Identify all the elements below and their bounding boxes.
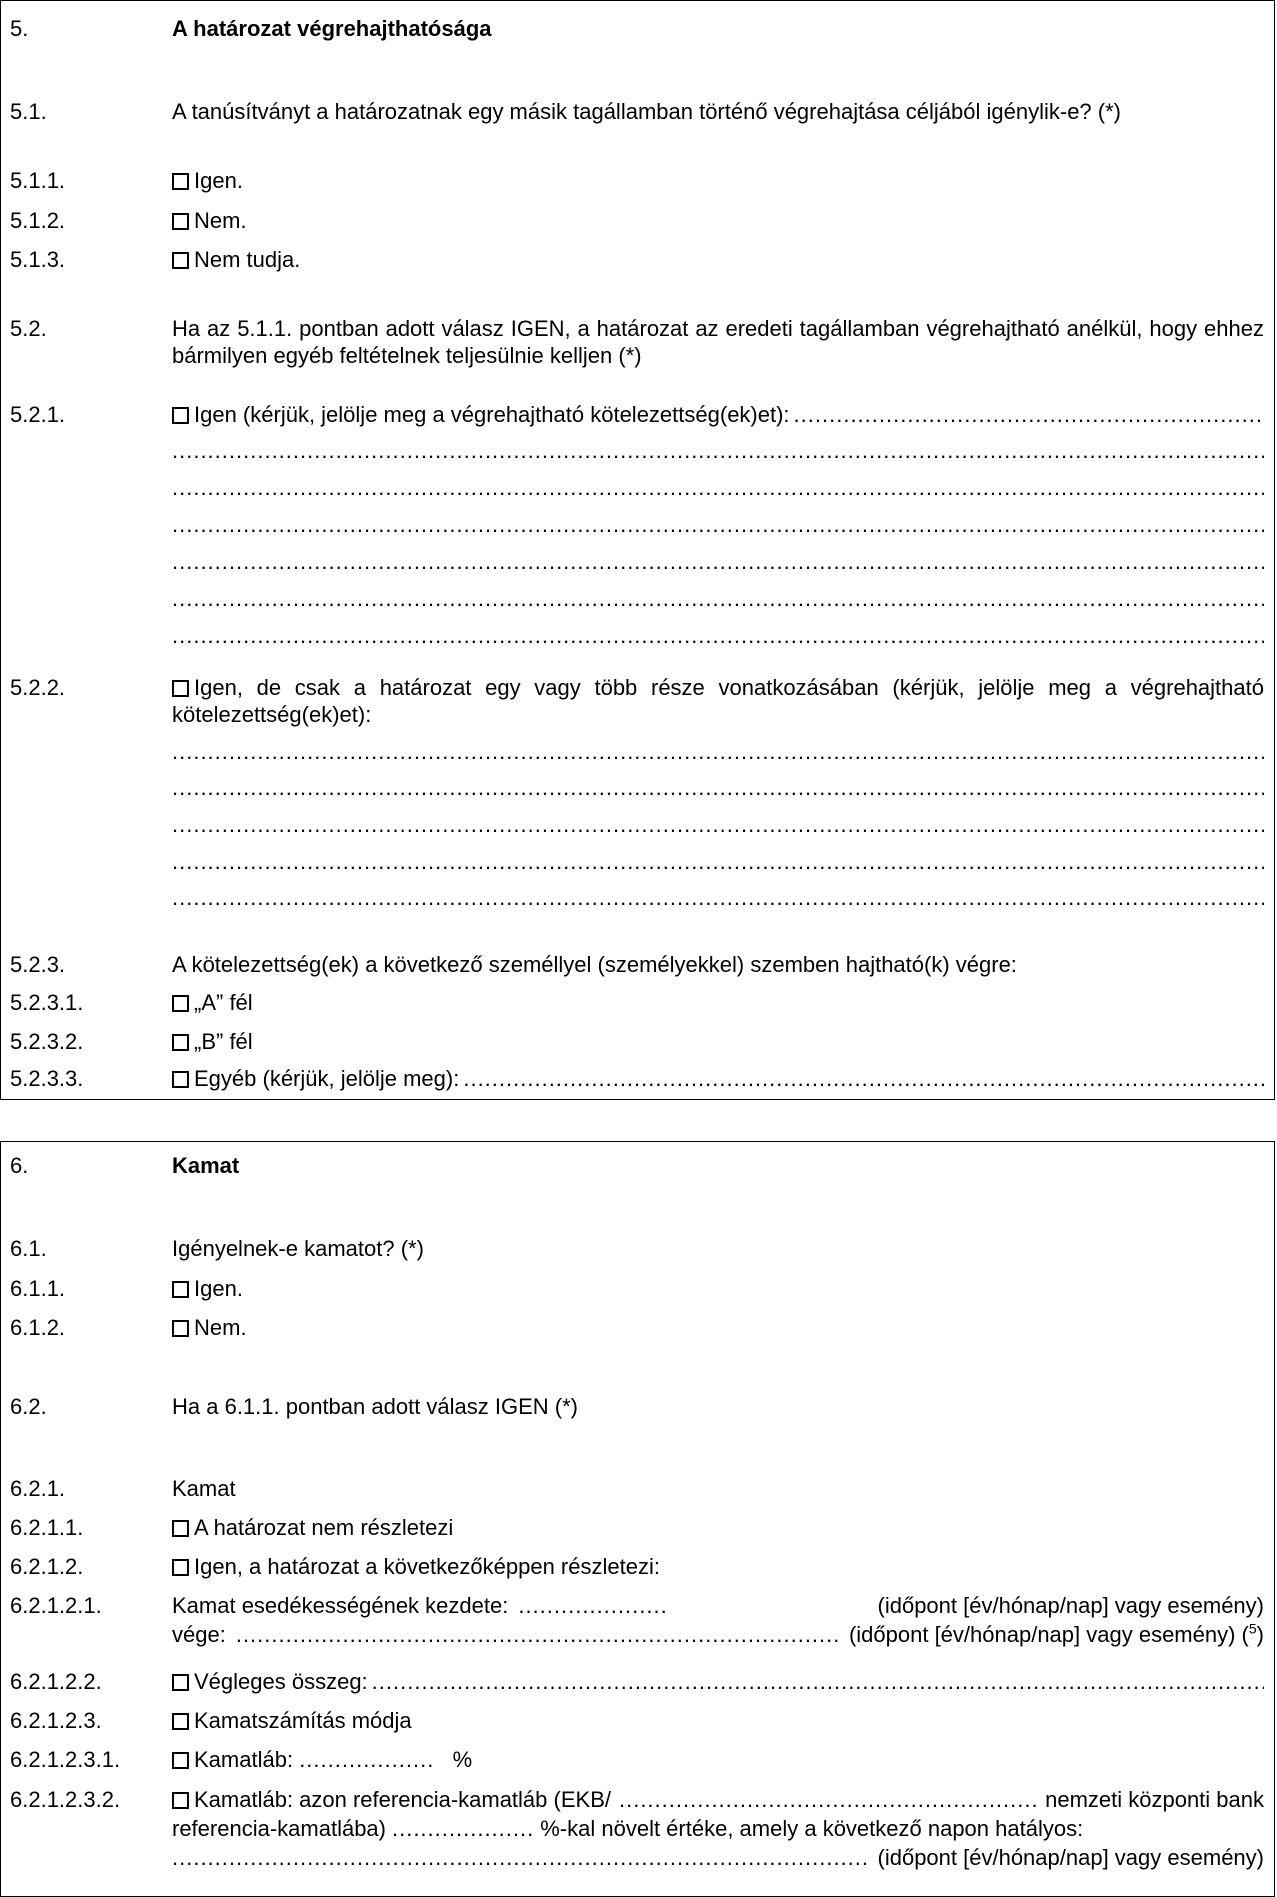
closing-paren: ) <box>1256 1622 1264 1647</box>
reference-bank-field[interactable] <box>619 1786 1037 1813</box>
date-or-event-hint: (időpont [év/hónap/nap] vagy esemény) <box>877 1845 1264 1870</box>
checkbox-final-amount[interactable] <box>172 1674 189 1691</box>
checkbox-rate[interactable] <box>172 1752 189 1769</box>
item-number: 5.1.1. <box>10 168 66 193</box>
section-6-box <box>0 1141 1275 1897</box>
fill-in-line[interactable] <box>172 811 1264 838</box>
checkbox-nem-tudja[interactable] <box>172 252 189 269</box>
option-label-cont: nemzeti központi bank <box>1045 1787 1264 1812</box>
checkbox-igen[interactable] <box>172 1281 189 1298</box>
checkbox-nem[interactable] <box>172 1320 189 1337</box>
question-text: Kamat <box>172 1476 236 1501</box>
section-number: 5. <box>10 16 29 41</box>
section-number: 6. <box>10 1153 29 1178</box>
fill-in-line[interactable] <box>172 511 1264 538</box>
checkbox-party-b[interactable] <box>172 1034 189 1051</box>
interest-start-label: Kamat esedékességének kezdete: <box>172 1593 509 1618</box>
fill-in-line[interactable] <box>172 884 1264 911</box>
option-label: Végleges összeg: <box>194 1669 368 1694</box>
option-label: Nem. <box>194 1315 247 1340</box>
option-label: A határozat nem részletezi <box>194 1515 454 1540</box>
item-number: 6.1. <box>10 1236 47 1261</box>
item-number: 6.2.1.2.3.2. <box>10 1787 121 1812</box>
section-title: Kamat <box>172 1153 240 1178</box>
item-number: 5.2. <box>10 316 47 341</box>
section-title: A határozat végrehajthatósága <box>172 16 492 41</box>
footnote-ref: 5 <box>1248 1620 1257 1637</box>
rate-field[interactable]: ................... <box>299 1747 435 1772</box>
fill-in-line[interactable] <box>172 738 1264 765</box>
checkbox-igen-full[interactable] <box>172 407 189 424</box>
question-text: A kötelezettség(ek) a következő személlyel (személyekkel) szemben hajtható(k) végre: <box>172 952 1017 977</box>
item-number: 6.2.1.1. <box>10 1515 84 1540</box>
fill-in-line[interactable] <box>172 622 1264 649</box>
fill-in-line[interactable] <box>172 474 1264 501</box>
checkbox-party-a[interactable] <box>172 995 189 1012</box>
fill-in-line[interactable] <box>172 585 1264 612</box>
question-text: Ha az 5.1.1. pontban adott válasz IGEN, a határozat az eredeti tagállamban végrehajtható anélkül, hogy ehhez bármilyen egyéb feltételnek teljesülnie kelljen (*) <box>172 316 1264 368</box>
item-number: 6.2.1.2. <box>10 1554 84 1579</box>
item-number: 5.2.2. <box>10 675 66 700</box>
fill-in-line[interactable] <box>172 774 1264 801</box>
interest-start-field[interactable]: ..................... <box>518 1593 668 1618</box>
option-label: Kamatszámítás módja <box>194 1708 412 1733</box>
checkbox-calc-method[interactable] <box>172 1713 189 1730</box>
date-or-event-hint: (időpont [év/hónap/nap] vagy esemény) <box>877 1593 1264 1618</box>
option-label-cont: referencia-kamatlába) <box>172 1816 386 1841</box>
item-number: 5.2.3.3. <box>10 1066 84 1091</box>
checkbox-igen[interactable] <box>172 173 189 190</box>
option-label: Kamatláb: <box>194 1747 294 1772</box>
interest-end-field[interactable] <box>236 1621 839 1648</box>
fill-in-line[interactable] <box>172 548 1264 575</box>
fill-in-line[interactable] <box>794 401 1264 428</box>
fill-in-line[interactable] <box>172 437 1264 464</box>
item-number: 6.2.1.2.1. <box>10 1593 102 1618</box>
final-amount-field[interactable] <box>372 1668 1264 1695</box>
checkbox-reference-rate[interactable] <box>172 1792 189 1809</box>
rate-increase-field[interactable]: .................... <box>391 1816 535 1841</box>
interest-end-label: vége: <box>172 1622 226 1647</box>
item-number: 5.1.2. <box>10 208 66 233</box>
item-number: 5.2.3.2. <box>10 1029 84 1054</box>
item-number: 6.2.1. <box>10 1476 66 1501</box>
option-label: „A” fél <box>194 990 253 1015</box>
fill-in-line[interactable] <box>172 848 1264 875</box>
checkbox-specified[interactable] <box>172 1559 189 1576</box>
item-number: 6.2. <box>10 1394 47 1419</box>
option-label: Igen. <box>194 168 243 193</box>
option-label: Igen, de csak a határozat egy vagy több része vonatkozásában (kérjük, jelölje meg a végrehajtható kötelezettség(ek)et): <box>172 675 1264 727</box>
question-text: Ha a 6.1.1. pontban adott válasz IGEN (*) <box>172 1394 579 1419</box>
item-number: 6.2.1.2.3.1. <box>10 1747 121 1772</box>
option-label-cont: %-kal növelt értéke, amely a következő napon hatályos: <box>540 1816 1084 1841</box>
checkbox-nem[interactable] <box>172 213 189 230</box>
item-number: 5.2.3. <box>10 952 66 977</box>
checkbox-igen-partial[interactable] <box>172 680 189 697</box>
option-label: Egyéb (kérjük, jelölje meg): <box>194 1066 460 1091</box>
item-number: 6.2.1.2.2. <box>10 1669 102 1694</box>
option-label: Kamatláb: azon referencia-kamatláb (EKB/ <box>194 1787 611 1812</box>
item-number: 6.1.1. <box>10 1276 66 1301</box>
date-or-event-hint: (időpont [év/hónap/nap] vagy esemény) ( <box>848 1622 1249 1647</box>
option-label: Nem. <box>194 208 247 233</box>
option-label: Igen. <box>194 1276 243 1301</box>
item-number: 5.2.3.1. <box>10 990 84 1015</box>
checkbox-other[interactable] <box>172 1071 189 1088</box>
item-number: 6.1.2. <box>10 1315 66 1340</box>
fill-in-line[interactable] <box>463 1065 1264 1092</box>
question-text: A tanúsítványt a határozatnak egy másik tagállamban történő végrehajtása céljából igénylik-e? (*) <box>172 99 1121 124</box>
percent-unit: % <box>452 1747 473 1772</box>
item-number: 5.1. <box>10 99 47 124</box>
effective-date-field[interactable] <box>172 1844 868 1871</box>
option-label: „B” fél <box>194 1029 253 1054</box>
item-number: 6.2.1.2.3. <box>10 1708 102 1733</box>
option-label: Igen (kérjük, jelölje meg a végrehajtható kötelezettség(ek)et): <box>194 402 790 427</box>
option-label: Nem tudja. <box>194 247 301 272</box>
item-number: 5.1.3. <box>10 247 66 272</box>
question-text: Igényelnek-e kamatot? (*) <box>172 1236 424 1261</box>
option-label: Igen, a határozat a következőképpen részletezi: <box>194 1554 660 1579</box>
checkbox-not-specified[interactable] <box>172 1520 189 1537</box>
item-number: 5.2.1. <box>10 402 66 427</box>
